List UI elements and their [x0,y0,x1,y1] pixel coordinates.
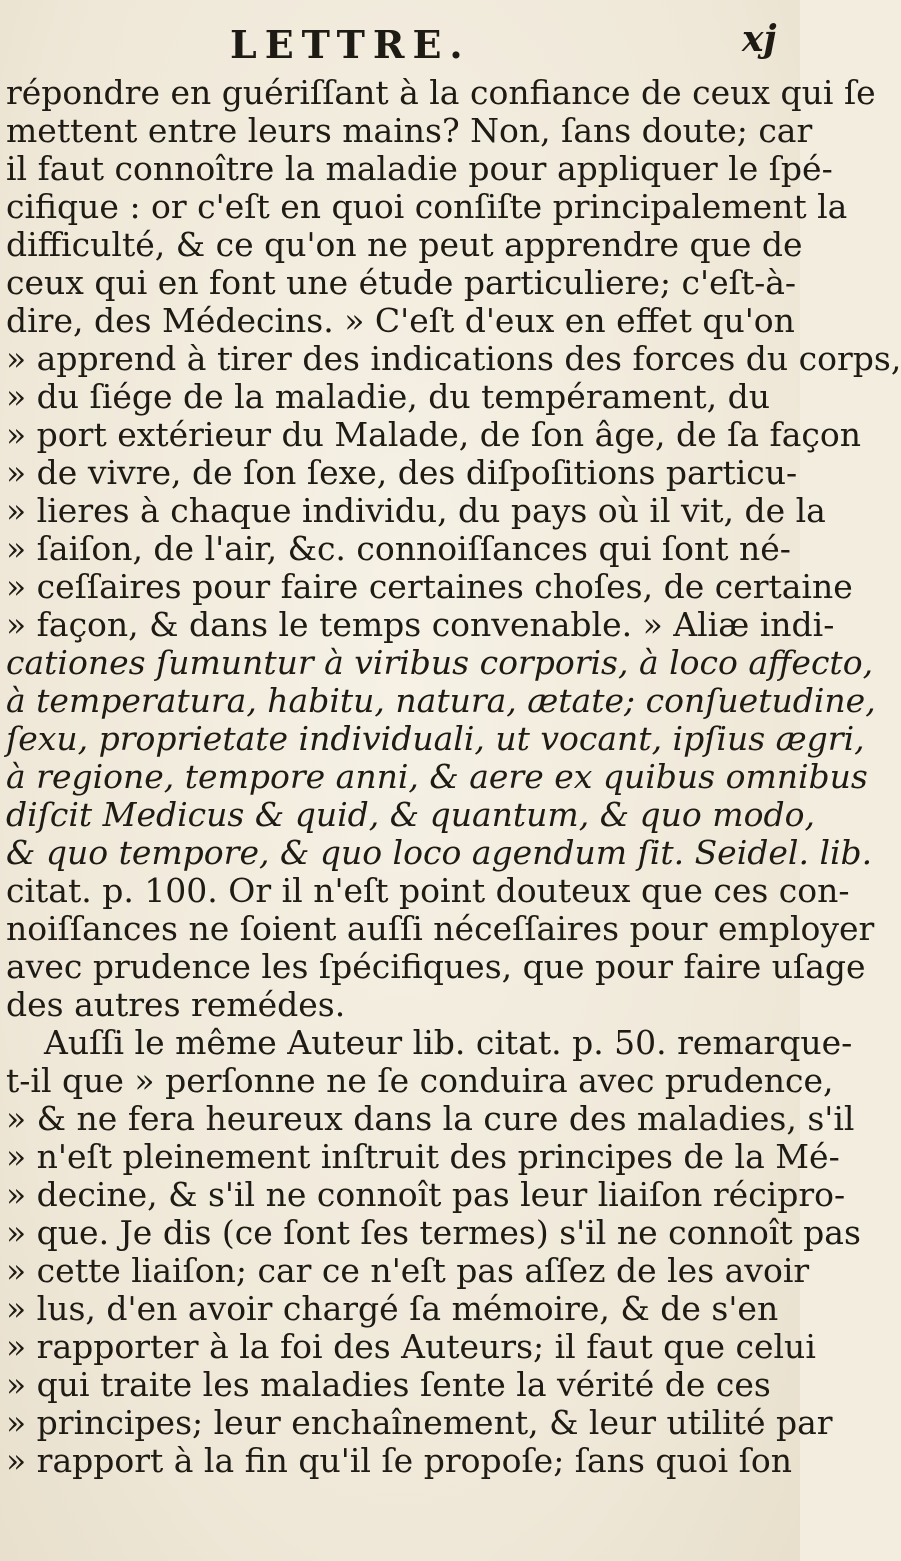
text-line: » & ne fera heureux dans la cure des maladies, s'il [6,1099,855,1138]
text-line: Auſſi le même Auteur lib. citat. p. 50. remarque- [44,1023,853,1062]
text-line: » n'eſt pleinement inſtruit des principes de la Mé- [6,1137,840,1176]
text-line: » decine, & s'il ne connoît pas leur liaiſon récipro- [6,1175,846,1214]
text-line: avec prudence les ſpécifiques, que pour faire uſage [6,947,866,986]
text-line: à regione, tempore anni, & aere ex quibus omnibus [6,757,868,796]
text-line: cationes ſumuntur à viribus corporis, à loco affecto, [6,643,874,682]
text-line: » du ſiége de la maladie, du tempérament, du [6,377,770,416]
text-line: répondre en guériſſant à la confiance de ceux qui ſe [6,73,876,112]
text-line: » de vivre, de ſon ſexe, des diſpoſitions particu- [6,453,798,492]
page-header [0,0,800,80]
text-line: diſcit Medicus & quid, & quantum, & quo modo, [6,795,815,834]
text-line: » qui traite les maladies ſente la vérité de ces [6,1365,771,1404]
text-line: » port extérieur du Malade, de ſon âge, de ſa façon [6,415,861,454]
text-line: citat. p. 100. Or il n'eſt point douteux que ces con- [6,871,850,910]
text-line: cifique : or c'eſt en quoi conſiſte principalement la [6,187,848,226]
text-line: » principes; leur enchaînement, & leur utilité par [6,1403,833,1442]
text-line: à temperatura, habitu, natura, ætate; conſuetudine, [6,681,876,720]
text-line: difficulté, & ce qu'on ne peut apprendre que de [6,225,803,264]
text-line: ceux qui en font une étude particuliere; c'eſt-à- [6,263,797,302]
page-number: xj [742,18,777,60]
text-line: » lus, d'en avoir chargé ſa mémoire, & de s'en [6,1289,779,1328]
text-line: » ceſſaires pour faire certaines choſes, de certaine [6,567,853,606]
text-line: » rapport à la fin qu'il ſe propoſe; ſans quoi ſon [6,1441,792,1480]
text-line: » cette liaiſon; car ce n'eſt pas aſſez de les avoir [6,1251,810,1290]
text-line: » que. Je dis (ce ſont ſes termes) s'il ne connoît pas [6,1213,861,1252]
text-line: dire, des Médecins. » C'eſt d'eux en effet qu'on [6,301,795,340]
text-line: » apprend à tirer des indications des forces du corps, [6,339,901,378]
text-line: » rapporter à la foi des Auteurs; il faut que celui [6,1327,816,1366]
text-line: il faut connoître la maladie pour appliquer le ſpé- [6,149,833,188]
text-line: noiſſances ne ſoient auſſi néceſſaires pour employer [6,909,875,948]
text-line: des autres remédes. [6,985,346,1024]
text-line: » lieres à chaque individu, du pays où il vit, de la [6,491,826,530]
text-line: & quo tempore, & quo loco agendum ſit. Seidel. lib. [6,833,873,872]
text-line: mettent entre leurs mains? Non, ſans doute; car [6,111,813,150]
text-line: » ſaiſon, de l'air, &c. connoiſſances qui ſont né- [6,529,791,568]
text-line: » façon, & dans le temps convenable. » Aliæ indi- [6,605,835,644]
text-line: ſexu, proprietate individuali, ut vocant, ipſius ægri, [6,719,865,758]
text-line: t-il que » perſonne ne ſe conduira avec prudence, [6,1061,834,1100]
body-text [6,73,901,1480]
running-title: LETTRE. [230,22,471,67]
